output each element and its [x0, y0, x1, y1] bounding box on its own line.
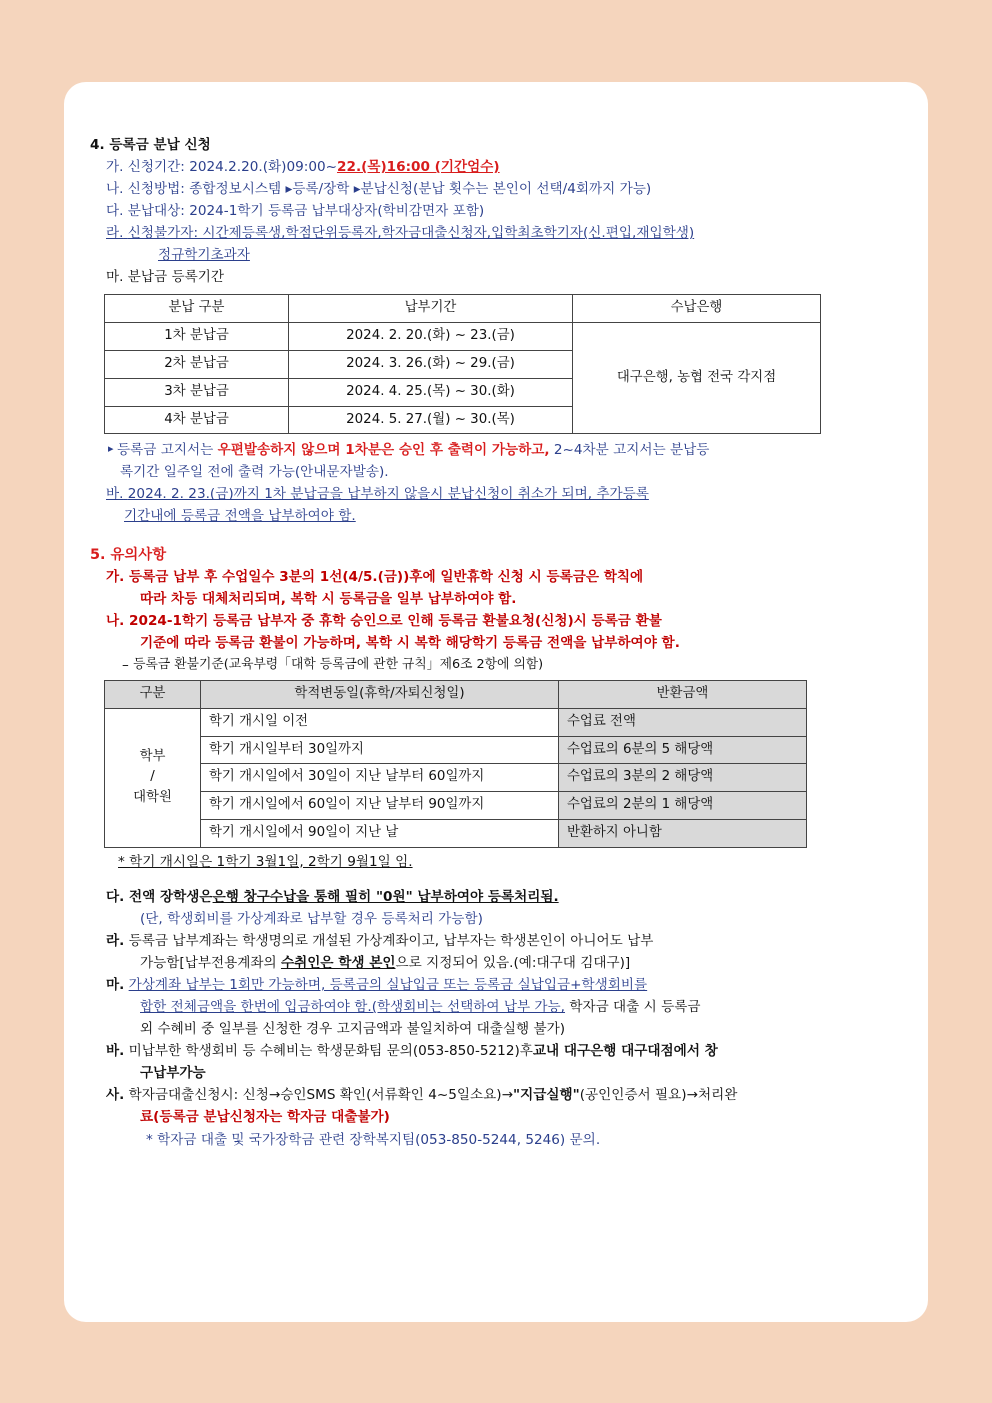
cell-division: 1차 분납금 — [105, 323, 289, 351]
item-4-ra-text: 신청불가자: 시간제등록생,학점단위등록자,학자금대출신청자,입학최초학기자(신.편입,재입학생) — [127, 225, 695, 242]
item-5-da-pre: 전액 장학생은 — [129, 888, 213, 905]
item-5-ra-line2-post: 으로 지정되어 있음.(예:대구대 김대구)] — [395, 955, 631, 971]
item-4-ra-label: 라. — [106, 225, 124, 242]
item-4-ba-line1: 2024. 2. 23.(금)까지 1차 분납금을 납부하지 않을시 분납신청이 취소가 되며, 추가등록 — [127, 486, 649, 503]
table-row — [105, 708, 807, 736]
item-4-ma-text: 분납금 등록기간 — [127, 269, 225, 286]
item-5-ba — [106, 1041, 902, 1062]
cell-period: 2024. 2. 20.(화) ~ 23.(금) — [289, 323, 573, 351]
item-5-ba-line1-bold: 교내 대구은행 대구대점에서 창 — [532, 1043, 718, 1060]
item-5-na — [106, 611, 902, 632]
item-5-ma-line3: 외 수혜비 중 일부를 신청한 경우 고지금액과 불일치하여 대출실행 불가) — [140, 1021, 566, 1038]
notice-red: 우편발송하지 않으며 1차분은 승인 후 출력이 가능하고, — [217, 442, 550, 459]
item-4-ra — [106, 223, 902, 244]
cell-category-line3: 대학원 — [133, 790, 172, 806]
item-5-sa-line1-pre: 학자금대출신청시: 신청→승인SMS 확인(서류확인 4~5일소요)→ — [128, 1087, 513, 1104]
item-4-da-text: 분납대상: 2024-1학기 등록금 납부대상자(학비감면자 포함) — [127, 203, 485, 220]
refund-standard-table — [104, 680, 807, 848]
item-5-ma-line1: 가상계좌 납부는 1회만 가능하며, 등록금의 실납입금 또는 등록금 실납입금+학생회비를 — [128, 977, 648, 994]
cell-division: 3차 분납금 — [105, 378, 289, 406]
notice-bullet — [108, 440, 902, 461]
item-4-ba-label: 바. — [106, 486, 124, 503]
th-bank: 수납은행 — [573, 295, 821, 323]
cell-period: 2024. 4. 25.(목) ~ 30.(화) — [289, 378, 573, 406]
table-row — [105, 323, 821, 351]
item-4-ra-cont — [106, 245, 902, 266]
item-5-sa-line2: 료(등록금 분납신청자는 학자금 대출불가) — [140, 1109, 390, 1126]
refund-standard — [106, 655, 902, 676]
item-4-ra-text2: 정규학기초과자 — [158, 247, 250, 264]
item-5-na-line2: 기준에 따라 등록금 환불이 가능하며, 복학 시 복학 해당학기 등록금 전액을 납부하여야 함. — [140, 635, 680, 652]
item-5-ba-line2: 구납부가능 — [140, 1065, 206, 1082]
th-refund-amount: 반환금액 — [559, 681, 807, 709]
item-4-ga — [106, 157, 902, 178]
item-5-da-underline: 은행 창구수납을 통해 필히 "0원" 납부하여야 등록처리됨. — [212, 888, 559, 905]
triangle-bullet-icon: ▸ — [108, 442, 118, 456]
item-5-ma-line2: 합한 전체금액을 한번에 입금하여야 함.(학생회비는 선택하여 납부 가능, — [140, 999, 566, 1016]
table-row — [105, 295, 821, 323]
table-row — [105, 736, 807, 764]
cell-bank: 대구은행, 농협 전국 각지점 — [573, 323, 821, 434]
item-5-ra-line1: 등록금 납부계좌는 학생명의로 개설된 가상계좌이고, 납부자는 학생본인이 아니어도 납부 — [128, 932, 654, 949]
cell-refund-amount: 수업료의 2분의 1 해당액 — [559, 792, 807, 820]
table-row — [105, 681, 807, 709]
cell-refund-amount: 수업료의 6분의 5 해당액 — [559, 736, 807, 764]
table-row — [105, 819, 807, 847]
section-4-heading — [90, 135, 902, 156]
document-content — [90, 134, 902, 1152]
dash-bullet-icon: – — [122, 657, 134, 674]
refund-table-note: * 학기 개시일은 1학기 3월1일, 2학기 9월1일 임. — [118, 853, 413, 870]
item-5-na-line1: 2024-1학기 등록금 납부자 중 휴학 승인으로 인해 등록금 환불요청(신청)시 등록금 환불 — [129, 612, 662, 629]
cell-category — [105, 708, 201, 847]
item-4-da — [106, 201, 902, 222]
cell-category-line1: 학부 — [139, 748, 166, 764]
item-5-sa-line1-post: (공인인증서 필요)→처리완 — [579, 1087, 738, 1104]
cell-refund-amount: 수업료 전액 — [559, 708, 807, 736]
item-5-ma-label: 마. — [106, 977, 125, 994]
cell-change-date: 학기 개시일에서 60일이 지난 날부터 90일까지 — [201, 792, 559, 820]
section-5-title: 유의사항 — [110, 546, 167, 563]
item-5-ra-line2-underline: 수취인은 학생 본인 — [280, 955, 396, 971]
table-row — [105, 764, 807, 792]
item-5-ga-label: 가. — [106, 568, 125, 585]
section-4-title-text: 등록금 분납 신청 — [109, 137, 211, 153]
item-4-na-label: 나. — [106, 181, 124, 198]
item-4-ba-line2: 기간내에 등록금 전액을 납부하여야 함. — [124, 508, 356, 525]
cell-division: 4차 분납금 — [105, 406, 289, 434]
item-4-ga-emph: 22.(목)16:00 (기간엄수) — [337, 159, 500, 176]
item-4-ga-text: 신청기간: 2024.2.20.(화)09:00~ — [127, 159, 338, 176]
item-4-ga-label: 가. — [106, 159, 124, 176]
cell-division: 2차 분납금 — [105, 350, 289, 378]
item-5-da — [106, 887, 902, 908]
document-page — [64, 82, 928, 1322]
table-row — [105, 792, 807, 820]
cell-category-line2: / — [150, 769, 155, 785]
section-5-heading — [90, 544, 902, 566]
item-5-ra-line2-pre: 가능함[납부전용계좌의 — [140, 955, 281, 971]
cell-period: 2024. 5. 27.(월) ~ 30.(목) — [289, 406, 573, 434]
item-5-sa — [106, 1085, 902, 1106]
item-4-ma-label: 마. — [106, 269, 124, 286]
cell-change-date: 학기 개시일에서 90일이 지난 날 — [201, 819, 559, 847]
item-5-sa-label: 사. — [106, 1087, 125, 1104]
item-5-ba-label: 바. — [106, 1043, 125, 1060]
item-5-na-label: 나. — [106, 612, 125, 629]
item-4-da-label: 다. — [106, 203, 124, 220]
item-4-na — [106, 179, 902, 200]
item-5-ma — [106, 975, 902, 996]
item-4-na-text: 신청방법: 종합정보시스템 ▸등록/장학 ▸분납신청(분납 횟수는 본인이 선택/4회까지 가능) — [127, 181, 652, 198]
notice-pre: 등록금 고지서는 — [117, 442, 218, 459]
item-5-ra — [106, 931, 902, 952]
section-5-number: 5. — [90, 546, 106, 563]
item-5-ba-line1-pre: 미납부한 학생회비 등 수혜비는 학생문화팀 문의(053-850-5212)후 — [128, 1043, 533, 1060]
cell-change-date: 학기 개시일에서 30일이 지난 날부터 60일까지 — [201, 764, 559, 792]
item-5-da-sub: (단, 학생회비를 가상계좌로 납부할 경우 등록처리 가능함) — [140, 910, 483, 927]
item-4-ba — [90, 484, 902, 505]
refund-standard-text: 등록금 환불기준(교육부령「대학 등록금에 관한 규칙」제6조 2항에 의함) — [133, 657, 544, 673]
item-5-ra-label: 라. — [106, 932, 125, 949]
item-5-da-label: 다. — [106, 888, 125, 905]
item-5-ga-line2: 따라 차등 대체처리되며, 복학 시 등록금을 일부 납부하여야 함. — [140, 590, 517, 607]
notice-line2: 록기간 일주일 전에 출력 가능(안내문자발송). — [120, 464, 389, 481]
item-5-sa-note: * 학자금 대출 및 국가장학금 관련 장학복지팀(053-850-5244, 5246) 문의. — [146, 1131, 601, 1148]
cell-refund-amount: 반환하지 아니함 — [559, 819, 807, 847]
section-4-number: 4. — [90, 137, 105, 153]
cell-change-date: 학기 개시일 이전 — [201, 708, 559, 736]
th-division: 분납 구분 — [105, 295, 289, 323]
th-category: 구분 — [105, 681, 201, 709]
th-period: 납부기간 — [289, 295, 573, 323]
notice-post: 2~4차분 고지서는 분납등 — [549, 442, 710, 459]
item-5-sa-line1-bold: "지급실행" — [513, 1087, 580, 1104]
item-5-ga-line1: 등록금 납부 후 수업일수 3분의 1선(4/5.(금))후에 일반휴학 신청 시 등록금은 학칙에 — [129, 568, 644, 585]
cell-refund-amount: 수업료의 3분의 2 해당액 — [559, 764, 807, 792]
cell-change-date: 학기 개시일부터 30일까지 — [201, 736, 559, 764]
installment-schedule-table — [104, 294, 821, 434]
cell-period: 2024. 3. 26.(화) ~ 29.(금) — [289, 350, 573, 378]
item-5-ga — [106, 567, 902, 588]
item-4-ma — [106, 267, 902, 288]
item-5-ma-line2-tail: 학자금 대출 시 등록금 — [565, 999, 701, 1016]
th-change-date: 학적변동일(휴학/자퇴신청일) — [201, 681, 559, 709]
